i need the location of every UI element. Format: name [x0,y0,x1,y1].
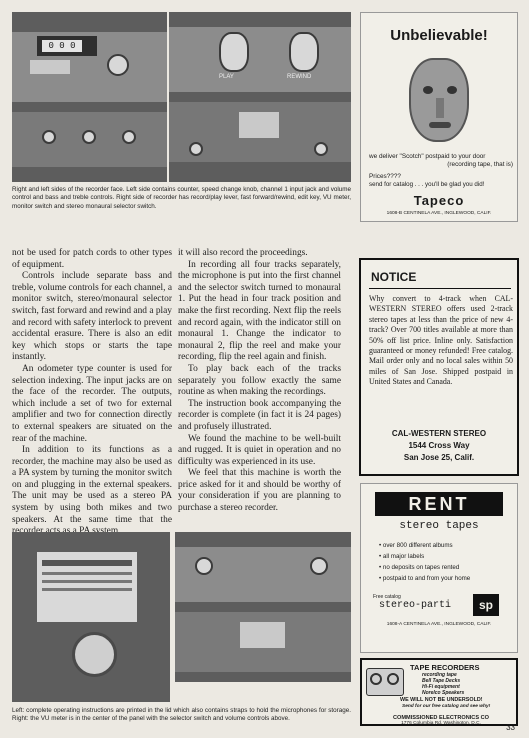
paragraph: Controls include separate bass and treble, volume controls for each channel, a monitor switch, stereo/monaural selector switch, fast forward and rewind and a play and record with safety interlock to prevent accidental erasure. There is also an edit key which stops or starts the tape instantly. [12,271,172,363]
ad-commissioned-company: COMMISSIONED ELECTRONICS CO [392,715,490,721]
ad-commissioned-line: Hi-Fi equipment [422,684,460,690]
photo-recorder-vu-panel [175,532,351,682]
ad-tapeco-address: 1608-B CENTINELA AVE., INGLEWOOD, CALIF. [386,211,492,216]
ad-rent-brand: stereo-parti [379,600,452,611]
ad-commissioned-line: Bell Tape Decks [422,678,461,684]
ad-tapeco [360,12,518,222]
ad-rent-bullet: • over 800 different albums [379,542,453,549]
ad-notice [359,258,519,476]
ad-tapeco-line2: (recording tape, that is) [447,161,513,168]
ad-rent-address: 1608-A CENTINELA AVE., INGLEWOOD, CALIF. [386,622,492,627]
paragraph: The instruction book accompanying the recorder is complete (in fact it is 24 pages) and profusely illustrated. [178,398,341,432]
ad-tapeco-brand: Tapeco [413,193,465,208]
paragraph: In addition to its functions as a recorder, the machine may also be used as a PA system by turning the monitor switch on and plugging in the external speakers. The unit may be used as a stereo PA system by using both mikes and two speakers. At the same time that the [12,445,172,525]
ad-commissioned-title: TAPE RECORDERS [410,663,480,672]
paragraph: not be used for patch cords to other types of equipment. [12,248,172,270]
ad-commissioned-address: 1776 Columbia Rd. Washington, D.C. [401,721,481,726]
ad-notice-heading: NOTICE [371,270,417,284]
paragraph: it will also record the proceedings. [178,248,308,258]
ad-rent-bullet: • postpaid to and from your home [379,575,471,582]
ad-rent-heading-bar [375,492,503,516]
paragraph: An odometer type counter is used for selection indexing. The input jacks are on the face of the recorder. The outputs, which include a set of two for external amplifier and two for connection directly to external speakers are situated on the rear of the machine. [12,363,172,444]
paragraph: In recording all four tracks separately, the microphone is put into the first channel and the selector switch turned to monaural 1. Put the head in four track position and make the first recording. Next flip the reels and record again, with the indicator still on monaural 1. Change the indicator to monaural 2, flip the reel and make your recording, flip the reel again and finish. [178,259,341,363]
ad-commissioned-line: recording tape [422,672,457,678]
ad-rent-free-catalog: Free catalog [373,594,401,600]
ad-rent [360,483,518,653]
ad-commissioned-line: Norelco Speakers [422,690,465,696]
ad-rent-bullet: • all major labels [379,553,425,560]
odometer-counter: 0 0 0 [42,40,82,52]
caption-top: Right and left sides of the recorder face. Left side contains counter, speed change knob, channel 1 input jack and volume control and bass and treble controls. Right side of recorder has record/play lever, fast forward/rewind, edit key, VU meter, monitor switch and stereo monaural selector switch. [12,186,351,210]
vu-meter [240,622,285,648]
ad-rent-subheading: stereo tapes [399,520,479,532]
ad-commissioned-recorder-icon [366,668,404,696]
ad-commissioned-cta: Send for our free catalog and see why! [402,704,491,709]
photo-recorder-lid [12,532,170,702]
ad-commissioned [360,658,518,726]
ad-rent-bullet: • no deposits on tapes rented [379,564,460,571]
ad-rent-bullets [379,540,509,584]
paragraph: We found the machine to be well-built and rugged. It is quiet in operation and no difficulty was experienced in its use. [178,433,341,467]
caption-bottom: Left: complete operating instructions are printed in the lid which also contains straps to hold the microphones for storage. Right: the VU meter is in the center of the panel with the selector switch and volume controls above. [12,707,351,723]
ad-rent-heading: RENT [408,494,470,514]
ad-tapeco-headline: Unbelievable! [390,27,488,44]
ad-commissioned-underline: WE WILL NOT BE UNDERSOLD! [400,697,483,703]
speed-knob [107,54,129,76]
ad-notice-company: CAL-WESTERN STEREO [391,429,487,438]
ad-tapeco-line3: Prices???? [369,173,401,180]
ad-tapeco-mask-image [409,58,469,142]
paragraph: To play back each of the tracks separately you follow exactly the same routine as when making the recordings. [178,363,341,398]
article-column-1 [12,248,172,538]
ad-rent-logo: sp [473,594,499,616]
photo-recorder-left-face [12,12,167,182]
page-number: 33 [506,723,515,732]
paragraph: We feel that this machine is worth the price asked for it and should be worthy of your consideration if you are planning to purchase a stereo recorder. [178,468,341,514]
ad-notice-city: San Jose 25, Calif. [403,453,475,462]
ad-notice-street: 1544 Cross Way [408,441,470,450]
ad-tapeco-line1: we deliver "Scotch" postpaid to your door [369,153,486,160]
article-column-2 [178,248,341,515]
ad-notice-body: Why convert to 4-track when CAL-WESTERN STEREO offers used 2-track stereo tapes at less than the price of new 4-track? Over 700 titles available at more than 50% off list price. Inline only. Satisfaction guaranteed or money refunded! Free catalog. Mail order only and no local sales within 50 miles of San Jose. Shipped postpaid in United States and Canada. [369,294,513,387]
ad-commissioned-list [422,672,516,696]
photo-recorder-right-face [169,12,351,182]
rewind-label: REWIND [287,74,312,80]
play-label: PLAY [219,74,234,80]
ad-tapeco-line4: send for catalog . . . you'll be glad you did! [369,181,485,188]
